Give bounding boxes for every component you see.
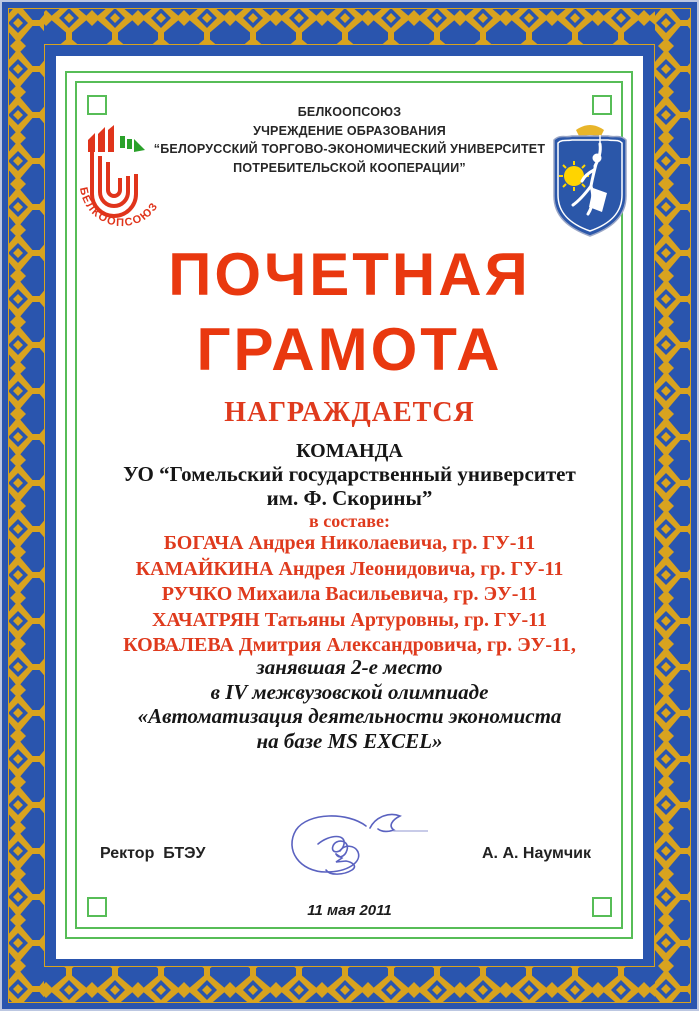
org-line-4: ПОТРЕБИТЕЛЬСКОЙ КООПЕРАЦИИ” [233, 160, 466, 175]
achievement-line-4: на базе MS EXCEL» [256, 728, 443, 753]
achievement-line-2: в IV межвузовской олимпиаде [210, 679, 489, 704]
member-row: ХАЧАТРЯН Татьяны Артуровны, гр. ГУ-11 [151, 608, 548, 631]
team-label: КОМАНДА [296, 440, 403, 462]
member-row: КОВАЛЕВА Дмитрия Александровича, гр. ЭУ-11, [123, 634, 576, 657]
member-row: БОГАЧА Андрея Николаевича, гр. ГУ-11 [163, 532, 536, 554]
member-row: РУЧКО Михаила Васильевича, гр. ЭУ-11 [161, 583, 538, 606]
achievement-line-3: «Автоматизация деятельности экономиста [137, 704, 562, 728]
composition-label: в составе: [309, 511, 390, 531]
achievement-text [56, 655, 643, 753]
member-row: КАМАЙКИНА Андрея Леонидовича, гр. ГУ-11 [135, 557, 564, 580]
signer-name: А. А. Наумчик [482, 845, 591, 862]
org-line-2: УЧРЕЖДЕНИЕ ОБРАЗОВАНИЯ [253, 123, 446, 138]
org-header [56, 103, 643, 177]
date: 11 мая 2011 [307, 902, 392, 919]
university-name-line-2: им. Ф. Скорины” [266, 486, 433, 510]
members-list [56, 531, 643, 659]
achievement-line-1: занявшая 2-е место [256, 655, 443, 679]
org-line-3: “БЕЛОРУССКИЙ ТОРГОВО-ЭКОНОМИЧЕСКИЙ УНИВЕРСИТЕТ [153, 142, 546, 156]
logo-curved-text: БЕЛКООПСОЮЗ [76, 186, 161, 230]
signature-scribble [278, 804, 428, 894]
title-line-1: ПОЧЕТНАЯ [168, 241, 531, 308]
university-name-line-1: УО “Гомельский государственный университет [123, 462, 576, 486]
title-line-2: ГРАМОТА [196, 316, 503, 383]
org-line-1: БЕЛКООПСОЮЗ [297, 105, 402, 119]
signer-title: Ректор БТЭУ [100, 845, 206, 862]
awarded-label: НАГРАЖДАЕТСЯ [224, 397, 475, 428]
